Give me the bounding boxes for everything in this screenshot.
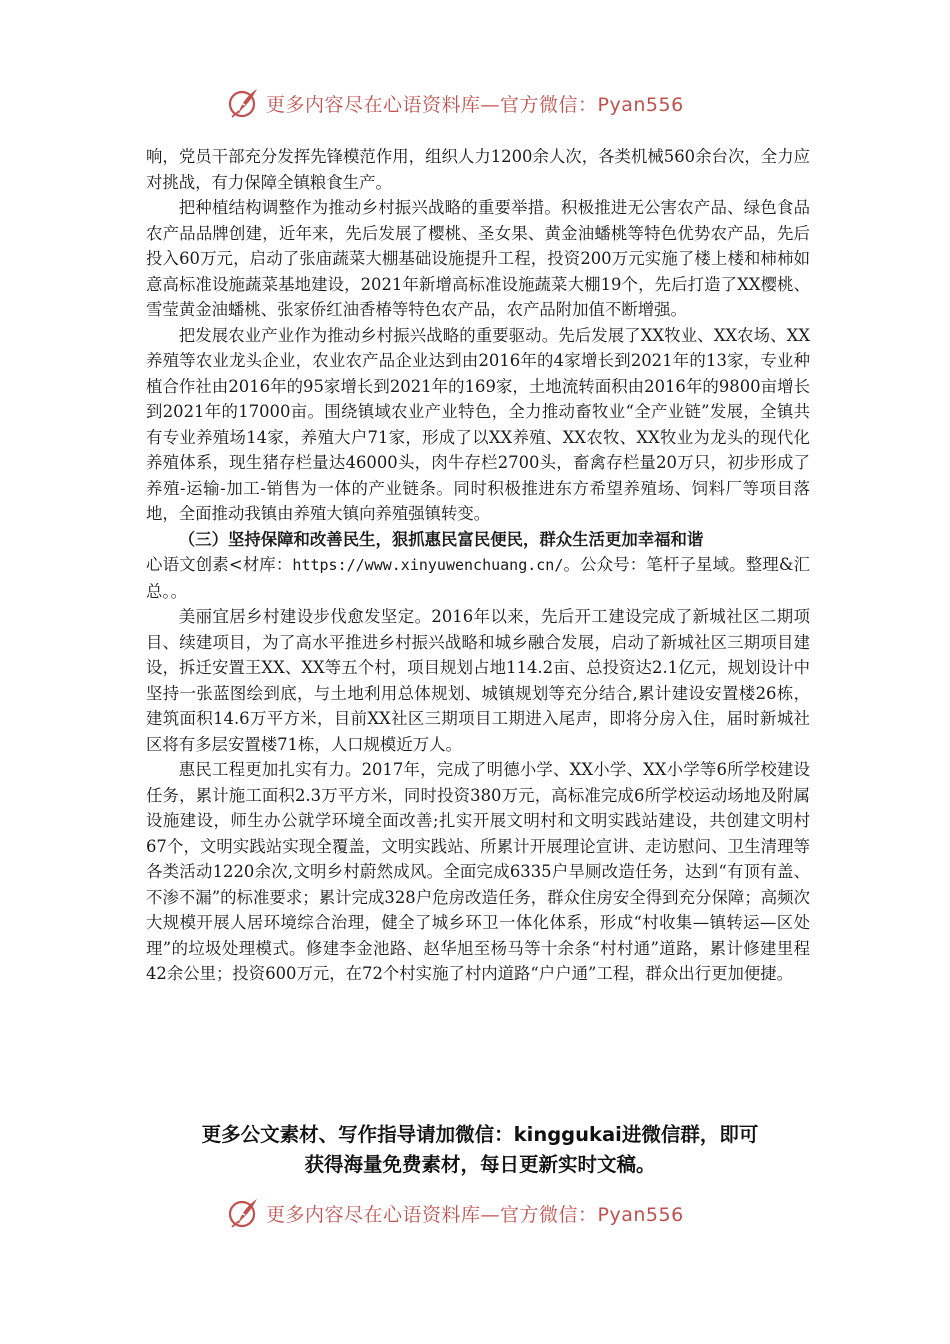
paragraph: 美丽宜居乡村建设步伐愈发坚定。2016年以来，先后开工建设完成了新城社区二期项目、续建项目，为了高水平推进乡村振兴战略和城乡融合发展，启动了新城社区三期项目建设，拆迁安置王XX、XX等五个村，项目规划占地114.2亩、总投资达2.1亿元，规划设计中坚持一张蓝图绘到底，与土地利用总体规划、城镇规划等充分结合,累计建设安置楼26栋，建筑面积14.6万平方米，目前XX社区三期项目工期进入尾声，即将分房入住，届时新城社区将有多层安置楼71栋，人口规模近万人。 [146,607,810,754]
document-body [146,144,810,987]
watermark-text: 更多内容尽在心语资料库—官方微信：Pyan556 [266,1203,684,1226]
footer-watermark [226,1196,684,1230]
watermark-text: 更多内容尽在心语资料库—官方微信：Pyan556 [266,93,684,116]
feather-pen-logo-icon [226,86,260,120]
footer-promo-note [150,1120,810,1180]
paragraph: 响，党员干部充分发挥先锋模范作用，组织人力1200余人次，各类机械560余台次，全力应对挑战，有力保障全镇粮食生产。 [146,147,810,192]
inserted-note: 心语文创素<材库：https://www.xinyuwenchuang.cn/。公众号：笔杆子星域。整理&汇总。。 [146,555,811,601]
paragraph: 惠民工程更加扎实有力。2017年，完成了明德小学、XX小学、XX小学等6所学校建设任务，累计施工面积2.3万平方米，同时投资380万元，高标准完成6所学校运动场地及附属设施建设，师生办公就学环境全面改善;扎实开展文明村和文明实践站建设，共创建文明村67个，文明实践站实现全覆盖，文明实践站、所累计开展理论宣讲、走访慰问、卫生清理等各类活动1220余次,文明乡村蔚然成风。全面完成6335户旱厕改造任务，达到“有顶有盖、不渗不漏”的标准要求；累计完成328户危房改造任务，群众住房安全得到充分保障；高频次大规模开展人居环境综合治理，健全了城乡环卫一体化体系，形成“村收集—镇转运—区处理”的垃圾处理模式。修建李金池路、赵华旭至杨马等十余条“村村通”道路，累计修建里程42余公里；投资600万元，在72个村实施了村内道路“户户通”工程，群众出行更加便捷。 [146,760,810,983]
footer-note-line: 更多公文素材、写作指导请加微信：kinggukai进微信群，即可 [201,1123,759,1146]
paragraph: 把发展农业产业作为推动乡村振兴战略的重要驱动。先后发展了XX牧业、XX农场、XX养殖等农业龙头企业，农业农产品企业达到由2016年的4家增长到2021年的13家，专业种植合作社由2016年的95家增长到2021年的169家，土地流转面积由2016年的9800亩增长到2021年的17000亩。围绕镇域农业产业特色，全力推动畜牧业“全产业链”发展，全镇共有专业养殖场14家，养殖大户71家，形成了以XX养殖、XX农牧、XX牧业为龙头的现代化养殖体系，现生猪存栏量达46000头，肉牛存栏2700头，畜禽存栏量20万只，初步形成了养殖-运输-加工-销售为一体的产业链条。同时积极推进东方希望养殖场、饲料厂等项目落地，全面推动我镇由养殖大镇向养殖强镇转变。 [146,325,810,523]
section-heading: （三）坚持保障和改善民生，狠抓惠民富民便民，群众生活更加幸福和谐 [178,529,704,549]
footer-note-line: 获得海量免费素材，每日更新实时文稿。 [304,1153,656,1176]
feather-pen-logo-icon [226,1196,260,1230]
source-url-link[interactable]: https://www.xinyuwenchuang.cn/ [292,556,564,574]
header-watermark [226,86,684,120]
paragraph: 把种植结构调整作为推动乡村振兴战略的重要举措。积极推进无公害农产品、绿色食品农产品品牌创建，近年来，先后发展了樱桃、圣女果、黄金油蟠桃等特色优势农产品，先后投入60万元，启动了张庙蔬菜大棚基础设施提升工程，投资200万元实施了楼上楼和柿柿如意高标准设施蔬菜基地建设，2021年新增高标准设施蔬菜大棚19个，先后打造了XX樱桃、雪莹黄金油蟠桃、张家侨红油香椿等特色农产品，农产品附加值不断增强。 [146,198,810,319]
